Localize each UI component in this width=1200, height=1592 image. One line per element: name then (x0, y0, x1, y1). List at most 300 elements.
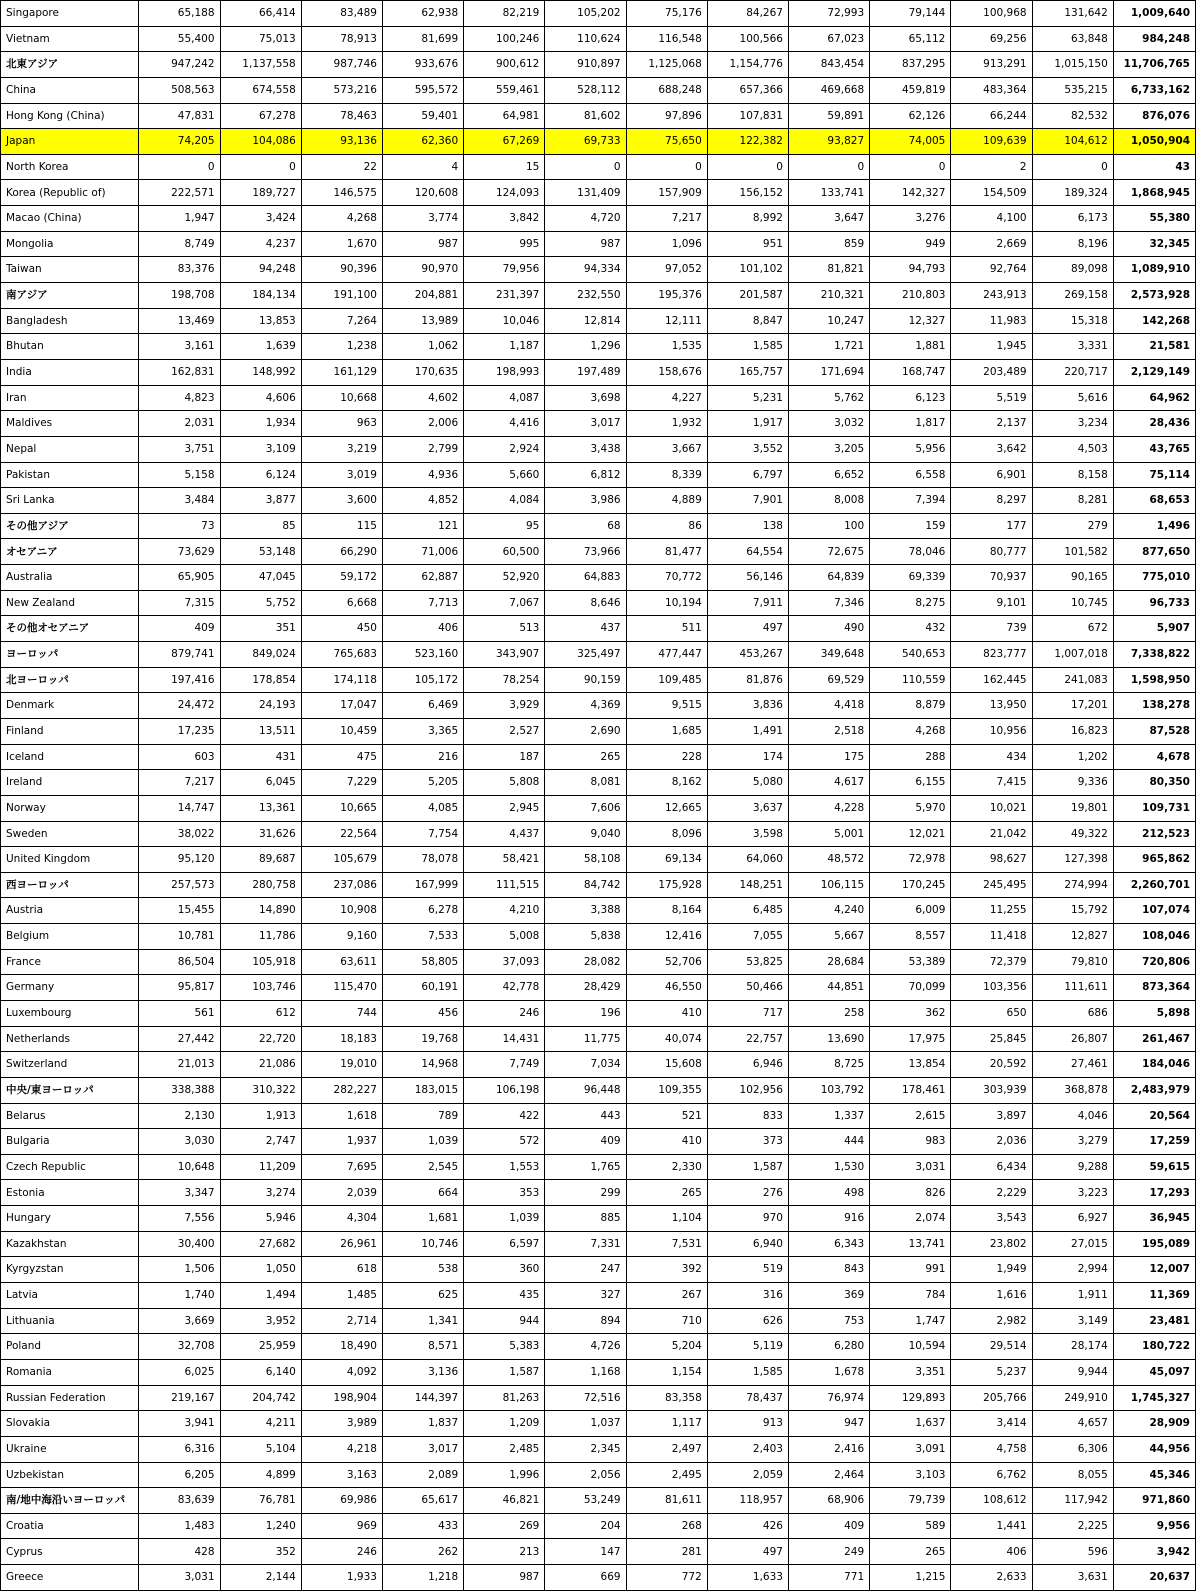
table-row (1, 129, 1196, 155)
value-cell: 3,331 (1032, 334, 1113, 360)
value-cell: 916 (788, 1206, 869, 1232)
row-label: Estonia (1, 1180, 139, 1206)
value-cell: 7,531 (626, 1231, 707, 1257)
value-cell: 184,134 (220, 283, 301, 309)
value-cell: 3,751 (139, 436, 220, 462)
row-label: India (1, 359, 139, 385)
value-cell: 3,279 (1032, 1129, 1113, 1155)
value-cell: 8,164 (626, 898, 707, 924)
value-cell: 198,904 (301, 1385, 382, 1411)
total-cell: 3,942 (1113, 1539, 1195, 1565)
value-cell: 951 (707, 231, 788, 257)
value-cell: 89,098 (1032, 257, 1113, 283)
table-row (1, 1206, 1196, 1232)
value-cell: 5,119 (707, 1334, 788, 1360)
table-row (1, 975, 1196, 1001)
table-row (1, 1411, 1196, 1437)
value-cell: 219,167 (139, 1385, 220, 1411)
value-cell: 432 (870, 616, 951, 642)
value-cell: 11,786 (220, 924, 301, 950)
value-cell: 987 (545, 231, 626, 257)
value-cell: 933,676 (382, 52, 463, 78)
value-cell: 72,675 (788, 539, 869, 565)
table-row (1, 154, 1196, 180)
value-cell: 121 (382, 513, 463, 539)
value-cell: 90,159 (545, 667, 626, 693)
value-cell: 2,485 (464, 1436, 545, 1462)
value-cell: 523,160 (382, 642, 463, 668)
value-cell: 64,554 (707, 539, 788, 565)
value-cell: 913,291 (951, 52, 1032, 78)
value-cell: 4,416 (464, 411, 545, 437)
value-cell: 3,091 (870, 1436, 951, 1462)
value-cell: 2,690 (545, 718, 626, 744)
value-cell: 3,543 (951, 1206, 1032, 1232)
value-cell: 573,216 (301, 77, 382, 103)
value-cell: 69,733 (545, 129, 626, 155)
value-cell: 4,720 (545, 206, 626, 232)
value-cell: 69,529 (788, 667, 869, 693)
value-cell: 3,552 (707, 436, 788, 462)
value-cell: 9,288 (1032, 1154, 1113, 1180)
value-cell: 3,274 (220, 1180, 301, 1206)
value-cell: 4,852 (382, 488, 463, 514)
value-cell: 4,304 (301, 1206, 382, 1232)
row-label: Vietnam (1, 26, 139, 52)
value-cell: 70,772 (626, 565, 707, 591)
value-cell: 6,045 (220, 770, 301, 796)
value-cell: 107,831 (707, 103, 788, 129)
value-cell: 105,172 (382, 667, 463, 693)
value-cell: 483,364 (951, 77, 1032, 103)
value-cell: 0 (220, 154, 301, 180)
row-label: Macao (China) (1, 206, 139, 232)
value-cell: 2,330 (626, 1154, 707, 1180)
value-cell: 189,727 (220, 180, 301, 206)
value-cell: 995 (464, 231, 545, 257)
table-row (1, 231, 1196, 257)
value-cell: 1,202 (1032, 744, 1113, 770)
value-cell: 15,318 (1032, 308, 1113, 334)
total-cell: 138,278 (1113, 693, 1195, 719)
value-cell: 14,968 (382, 1052, 463, 1078)
value-cell: 784 (870, 1283, 951, 1309)
value-cell: 409 (545, 1129, 626, 1155)
value-cell: 10,781 (139, 924, 220, 950)
value-cell: 53,249 (545, 1488, 626, 1514)
total-cell: 28,909 (1113, 1411, 1195, 1437)
total-cell: 1,050,904 (1113, 129, 1195, 155)
row-label: Nepal (1, 436, 139, 462)
value-cell: 7,217 (626, 206, 707, 232)
value-cell: 2,945 (464, 795, 545, 821)
table-row (1, 488, 1196, 514)
value-cell: 40,074 (626, 1026, 707, 1052)
value-cell: 197,489 (545, 359, 626, 385)
value-cell: 603 (139, 744, 220, 770)
value-cell: 265 (626, 1180, 707, 1206)
value-cell: 3,030 (139, 1129, 220, 1155)
value-cell: 589 (870, 1513, 951, 1539)
value-cell: 10,746 (382, 1231, 463, 1257)
value-cell: 84,267 (707, 1, 788, 27)
value-cell: 14,747 (139, 795, 220, 821)
value-cell: 2,403 (707, 1436, 788, 1462)
value-cell: 1,039 (382, 1129, 463, 1155)
value-cell: 5,080 (707, 770, 788, 796)
total-cell: 1,868,945 (1113, 180, 1195, 206)
total-cell: 12,007 (1113, 1257, 1195, 1283)
value-cell: 53,825 (707, 949, 788, 975)
value-cell: 17,975 (870, 1026, 951, 1052)
value-cell: 310,322 (220, 1077, 301, 1103)
value-cell: 596 (1032, 1539, 1113, 1565)
total-cell: 876,076 (1113, 103, 1195, 129)
value-cell: 24,193 (220, 693, 301, 719)
total-cell: 20,637 (1113, 1565, 1195, 1591)
value-cell: 3,149 (1032, 1308, 1113, 1334)
value-cell: 1,637 (870, 1411, 951, 1437)
value-cell: 6,278 (382, 898, 463, 924)
table-row (1, 1257, 1196, 1283)
value-cell: 7,331 (545, 1231, 626, 1257)
value-cell: 3,647 (788, 206, 869, 232)
value-cell: 249,910 (1032, 1385, 1113, 1411)
value-cell: 105,918 (220, 949, 301, 975)
value-cell: 1,553 (464, 1154, 545, 1180)
value-cell: 772 (626, 1565, 707, 1591)
value-cell: 131,409 (545, 180, 626, 206)
value-cell: 66,290 (301, 539, 382, 565)
value-cell: 6,009 (870, 898, 951, 924)
value-cell: 26,961 (301, 1231, 382, 1257)
value-cell: 3,484 (139, 488, 220, 514)
value-cell: 276 (707, 1180, 788, 1206)
value-cell: 258 (788, 1000, 869, 1026)
value-cell: 2,633 (951, 1565, 1032, 1591)
value-cell: 3,877 (220, 488, 301, 514)
value-cell: 241,083 (1032, 667, 1113, 693)
value-cell: 8,992 (707, 206, 788, 232)
value-cell: 78,437 (707, 1385, 788, 1411)
value-cell: 204 (545, 1513, 626, 1539)
value-cell: 228 (626, 744, 707, 770)
value-cell: 204,742 (220, 1385, 301, 1411)
table-row (1, 949, 1196, 975)
value-cell: 1,050 (220, 1257, 301, 1283)
row-label: 西ヨーロッパ (1, 872, 139, 898)
value-cell: 612 (220, 1000, 301, 1026)
value-cell: 37,093 (464, 949, 545, 975)
value-cell: 103,356 (951, 975, 1032, 1001)
value-cell: 913 (707, 1411, 788, 1437)
value-cell: 7,695 (301, 1154, 382, 1180)
value-cell: 25,845 (951, 1026, 1032, 1052)
value-cell: 2,545 (382, 1154, 463, 1180)
value-cell: 434 (951, 744, 1032, 770)
value-cell: 102,956 (707, 1077, 788, 1103)
value-cell: 1,494 (220, 1283, 301, 1309)
value-cell: 3,842 (464, 206, 545, 232)
value-cell: 13,469 (139, 308, 220, 334)
table-row (1, 898, 1196, 924)
value-cell: 6,762 (951, 1462, 1032, 1488)
value-cell: 1,817 (870, 411, 951, 437)
value-cell: 204,881 (382, 283, 463, 309)
value-cell: 6,927 (1032, 1206, 1113, 1232)
value-cell: 511 (626, 616, 707, 642)
value-cell: 1,240 (220, 1513, 301, 1539)
value-cell: 963 (301, 411, 382, 437)
value-cell: 2 (951, 154, 1032, 180)
value-cell: 508,563 (139, 77, 220, 103)
value-cell: 108,612 (951, 1488, 1032, 1514)
total-cell: 2,129,149 (1113, 359, 1195, 385)
table-row (1, 1103, 1196, 1129)
value-cell: 195,376 (626, 283, 707, 309)
value-cell: 72,379 (951, 949, 1032, 975)
value-cell: 90,396 (301, 257, 382, 283)
value-cell: 3,600 (301, 488, 382, 514)
value-cell: 201,587 (707, 283, 788, 309)
value-cell: 519 (707, 1257, 788, 1283)
region-row (1, 283, 1196, 309)
value-cell: 885 (545, 1206, 626, 1232)
value-cell: 6,173 (1032, 206, 1113, 232)
value-cell: 205,766 (951, 1385, 1032, 1411)
value-cell: 19,768 (382, 1026, 463, 1052)
value-cell: 497 (707, 1539, 788, 1565)
row-label: New Zealand (1, 590, 139, 616)
value-cell: 428 (139, 1539, 220, 1565)
value-cell: 373 (707, 1129, 788, 1155)
value-cell: 92,764 (951, 257, 1032, 283)
value-cell: 3,637 (707, 795, 788, 821)
value-cell: 3,598 (707, 821, 788, 847)
value-cell: 83,376 (139, 257, 220, 283)
value-cell: 81,477 (626, 539, 707, 565)
value-cell: 949 (870, 231, 951, 257)
value-cell: 105,679 (301, 847, 382, 873)
value-cell: 2,615 (870, 1103, 951, 1129)
value-cell: 69,339 (870, 565, 951, 591)
value-cell: 744 (301, 1000, 382, 1026)
total-cell: 984,248 (1113, 26, 1195, 52)
value-cell: 8,847 (707, 308, 788, 334)
table-row (1, 1334, 1196, 1360)
value-cell: 3,989 (301, 1411, 382, 1437)
value-cell: 4,437 (464, 821, 545, 847)
value-cell: 106,198 (464, 1077, 545, 1103)
value-cell: 62,360 (382, 129, 463, 155)
value-cell: 3,365 (382, 718, 463, 744)
value-cell: 187 (464, 744, 545, 770)
value-cell: 443 (545, 1103, 626, 1129)
value-cell: 7,229 (301, 770, 382, 796)
region-row (1, 667, 1196, 693)
value-cell: 13,361 (220, 795, 301, 821)
value-cell: 70,099 (870, 975, 951, 1001)
value-cell: 210,803 (870, 283, 951, 309)
value-cell: 3,986 (545, 488, 626, 514)
row-label: Cyprus (1, 1539, 139, 1565)
row-label: Belarus (1, 1103, 139, 1129)
value-cell: 535,215 (1032, 77, 1113, 103)
value-cell: 79,956 (464, 257, 545, 283)
value-cell: 3,019 (301, 462, 382, 488)
value-cell: 2,416 (788, 1436, 869, 1462)
total-cell: 7,338,822 (1113, 642, 1195, 668)
value-cell: 174 (707, 744, 788, 770)
row-label: Belgium (1, 924, 139, 950)
total-cell: 32,345 (1113, 231, 1195, 257)
value-cell: 7,606 (545, 795, 626, 821)
value-cell: 62,938 (382, 1, 463, 27)
value-cell: 67,278 (220, 103, 301, 129)
value-cell: 38,022 (139, 821, 220, 847)
value-cell: 6,812 (545, 462, 626, 488)
value-cell: 4,237 (220, 231, 301, 257)
value-cell: 2,714 (301, 1308, 382, 1334)
table-row (1, 257, 1196, 283)
value-cell: 459,819 (870, 77, 951, 103)
value-cell: 409 (139, 616, 220, 642)
value-cell: 1,137,558 (220, 52, 301, 78)
value-cell: 3,642 (951, 436, 1032, 462)
value-cell: 117,942 (1032, 1488, 1113, 1514)
value-cell: 5,204 (626, 1334, 707, 1360)
value-cell: 237,086 (301, 872, 382, 898)
total-cell: 28,436 (1113, 411, 1195, 437)
value-cell: 243,913 (951, 283, 1032, 309)
value-cell: 1,215 (870, 1565, 951, 1591)
value-cell: 79,739 (870, 1488, 951, 1514)
row-label: 北ヨーロッパ (1, 667, 139, 693)
value-cell: 64,981 (464, 103, 545, 129)
value-cell: 97,052 (626, 257, 707, 283)
value-cell: 10,046 (464, 308, 545, 334)
value-cell: 98,627 (951, 847, 1032, 873)
table-row (1, 411, 1196, 437)
value-cell: 59,891 (788, 103, 869, 129)
value-cell: 27,682 (220, 1231, 301, 1257)
value-cell: 8,275 (870, 590, 951, 616)
value-cell: 198,708 (139, 283, 220, 309)
value-cell: 9,515 (626, 693, 707, 719)
value-cell: 78,913 (301, 26, 382, 52)
value-cell: 60,500 (464, 539, 545, 565)
value-cell: 2,497 (626, 1436, 707, 1462)
value-cell: 232,550 (545, 283, 626, 309)
value-cell: 9,160 (301, 924, 382, 950)
value-cell: 66,244 (951, 103, 1032, 129)
value-cell: 422 (464, 1103, 545, 1129)
value-cell: 1,685 (626, 718, 707, 744)
value-cell: 9,040 (545, 821, 626, 847)
value-cell: 162,831 (139, 359, 220, 385)
value-cell: 81,263 (464, 1385, 545, 1411)
value-cell: 10,745 (1032, 590, 1113, 616)
value-cell: 89,687 (220, 847, 301, 873)
value-cell: 100,968 (951, 1, 1032, 27)
row-label: Sweden (1, 821, 139, 847)
value-cell: 8,158 (1032, 462, 1113, 488)
value-cell: 109,355 (626, 1077, 707, 1103)
value-cell: 81,821 (788, 257, 869, 283)
value-cell: 11,255 (951, 898, 1032, 924)
value-cell: 5,237 (951, 1359, 1032, 1385)
value-cell: 2,495 (626, 1462, 707, 1488)
value-cell: 0 (1032, 154, 1113, 180)
value-cell: 561 (139, 1000, 220, 1026)
row-label: 北東アジア (1, 52, 139, 78)
value-cell: 10,459 (301, 718, 382, 744)
value-cell: 710 (626, 1308, 707, 1334)
value-cell: 167,999 (382, 872, 463, 898)
value-cell: 4,228 (788, 795, 869, 821)
value-cell: 10,594 (870, 1334, 951, 1360)
value-cell: 1,721 (788, 334, 869, 360)
value-cell: 110,559 (870, 667, 951, 693)
row-label: Australia (1, 565, 139, 591)
value-cell: 351 (220, 616, 301, 642)
value-cell: 5,231 (707, 385, 788, 411)
value-cell: 944 (464, 1308, 545, 1334)
value-cell: 73 (139, 513, 220, 539)
value-cell: 67,269 (464, 129, 545, 155)
value-cell: 7,055 (707, 924, 788, 950)
value-cell: 353 (464, 1180, 545, 1206)
value-cell: 6,123 (870, 385, 951, 411)
value-cell: 3,276 (870, 206, 951, 232)
value-cell: 231,397 (464, 283, 545, 309)
value-cell: 24,472 (139, 693, 220, 719)
value-cell: 79,810 (1032, 949, 1113, 975)
value-cell: 2,229 (951, 1180, 1032, 1206)
value-cell: 95 (464, 513, 545, 539)
value-cell: 274,994 (1032, 872, 1113, 898)
value-cell: 5,752 (220, 590, 301, 616)
region-row (1, 1077, 1196, 1103)
region-row (1, 52, 1196, 78)
row-label: Norway (1, 795, 139, 821)
value-cell: 72,993 (788, 1, 869, 27)
value-cell: 5,762 (788, 385, 869, 411)
value-cell: 843 (788, 1257, 869, 1283)
value-cell: 1,168 (545, 1359, 626, 1385)
value-cell: 124,093 (464, 180, 545, 206)
value-cell: 4,084 (464, 488, 545, 514)
row-label: Japan (1, 129, 139, 155)
total-cell: 45,346 (1113, 1462, 1195, 1488)
value-cell: 65,617 (382, 1488, 463, 1514)
value-cell: 8,196 (1032, 231, 1113, 257)
row-label: その他アジア (1, 513, 139, 539)
value-cell: 688,248 (626, 77, 707, 103)
value-cell: 5,001 (788, 821, 869, 847)
value-cell: 13,989 (382, 308, 463, 334)
value-cell: 170,635 (382, 359, 463, 385)
table-row (1, 744, 1196, 770)
value-cell: 5,383 (464, 1334, 545, 1360)
value-cell: 17,235 (139, 718, 220, 744)
value-cell: 76,974 (788, 1385, 869, 1411)
value-cell: 406 (382, 616, 463, 642)
value-cell: 7,394 (870, 488, 951, 514)
value-cell: 28,174 (1032, 1334, 1113, 1360)
value-cell: 2,059 (707, 1462, 788, 1488)
value-cell: 983 (870, 1129, 951, 1155)
